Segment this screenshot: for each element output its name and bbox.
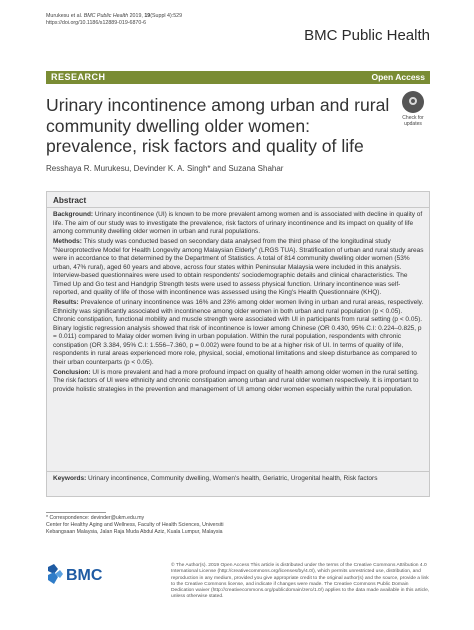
citation-header: Murukesu et al. BMC Public Health 2019, 19(Suppl 4):529 https://doi.org/10.1186/s12889-019-6870-6 — [46, 13, 183, 26]
licence-statement: © The Author(s). 2019 Open Access This article is distributed under the terms of the Creative Commons Attribution 4.0 International License (http://creativecommons.org/licenses/by/4.0/), which permits unrestricted use, distribution, and reproduction in any medium, provided you give appropriate credit to the original author(s) and the source, provide a link to the Creative Commons license, and indicate if changes were made. The Creative Commons Public Domain Dedication waiver (http://creativecommons.org/publicdomain/zero/1.0/) applies to the data made available in this article, unless otherwise stated. — [171, 563, 430, 600]
keywords: Keywords: Urinary incontinence, Community dwelling, Women's health, Geriatric, Urogenital health, Risk factors — [53, 475, 378, 482]
check-for-updates-badge[interactable] — [396, 91, 430, 131]
keywords-divider — [47, 471, 429, 472]
abstract-heading: Abstract — [53, 196, 87, 205]
abstract-body — [53, 211, 426, 396]
correspondence-affiliation: Center for Healthy Aging and Wellness, Faculty of Health Sciences, Universiti Kebangsaan Malaysia, Jalan Raja Muda Abdul Aziz, Kuala Lumpur, Malaysia — [46, 521, 224, 535]
correspondence-email[interactable]: * Correspondence: devinder@ukm.edu.my — [46, 515, 145, 521]
bmc-logo — [46, 562, 118, 586]
check-for-updates-icon — [402, 91, 424, 113]
abstract-box — [46, 191, 430, 497]
correspondence-note — [46, 515, 246, 535]
article-type-label: RESEARCH — [51, 72, 106, 82]
author-list: Resshaya R. Murukesu, Devinder K. A. Singh* and Suzana Shahar — [46, 164, 284, 173]
doi-link[interactable]: https://doi.org/10.1186/s12889-019-6870-6 — [46, 20, 147, 26]
article-type-band — [46, 71, 430, 84]
footnote-rule — [46, 512, 106, 513]
check-for-updates-label: Check for updates — [402, 115, 424, 127]
abstract-conclusion: Conclusion: UI is more prevalent and had a more profound impact on quality of health among older women in the rural setting. The risk factors of UI were ethnicity and chronic constipation among urban and rural older women respectively. It is important to provide holistic strategies in the prevention and management of UI among older women especially within the rural population. — [53, 368, 419, 393]
abstract-methods: Methods: This study was conducted based on secondary data analysed from the third phase of the longitudinal study "Neuroprotective Model for Health Longevity among Malaysian Elderly" (LRGS TUA). Stratification of urban and rural study areas were in accordance to that determined by the Department of Statistics. A total of 814 community dwelling older women (53% urban, 47% rural), aged 60 years and above, across four states within Peninsular Malaysia were included in this analysis. Interview-based questionnaires were used to obtain respondents' sociodemographic details and clinical characteristics. The Timed Up and Go test and Handgrip Strength tests were used to assess physical function. Urinary incontinence was self-reported, and quality of life of those with incontinence was assessed using the King's Health Questionnaire (KHQ). — [53, 238, 424, 296]
open-access-label: Open Access — [371, 72, 425, 82]
abstract-background: Background: Urinary incontinence (UI) is known to be more prevalent among women and is associated with decline in quality of life. The aim of our study was to investigate the prevalence, risk factors of urinary incontinence and its impact on quality of life among community dwelling older women in urban and rural populations. — [53, 211, 423, 235]
svg-text:BMC: BMC — [66, 567, 103, 584]
abstract-results: Results: Prevalence of urinary incontinence was 16% and 23% among older women living in urban and rural areas, respectively. Ethnicity was significantly associated with incontinence among older women in both urban and rural population (p < 0.05). Chronic constipation, functional mobility and muscle strength were associated with UI in participants from rural setting (p < 0.05). Binary logistic regression analysis showed that risk of incontinence is lower among Chinese (OR 0.430, 95% C.I: 0.224–0.825, p = 0.011) compared to Malay older women living in urban population. Within the rural population, respondents with chronic constipation (OR 3.384, 95% C.I: 1.556–7.360, p = 0.002) were found to be at a higher risk of UI. In terms of quality of life, respondents in rural areas experienced more role, physical, social, emotional limitations and sleep disturbance as compared to their urban counterparts (p < 0.05). — [53, 299, 424, 366]
journal-name: BMC Public Health — [304, 27, 430, 44]
article-title: Urinary incontinence among urban and rural community dwelling older women: prevalence, risk factors and quality of life — [46, 95, 390, 156]
abstract-divider — [47, 207, 429, 208]
